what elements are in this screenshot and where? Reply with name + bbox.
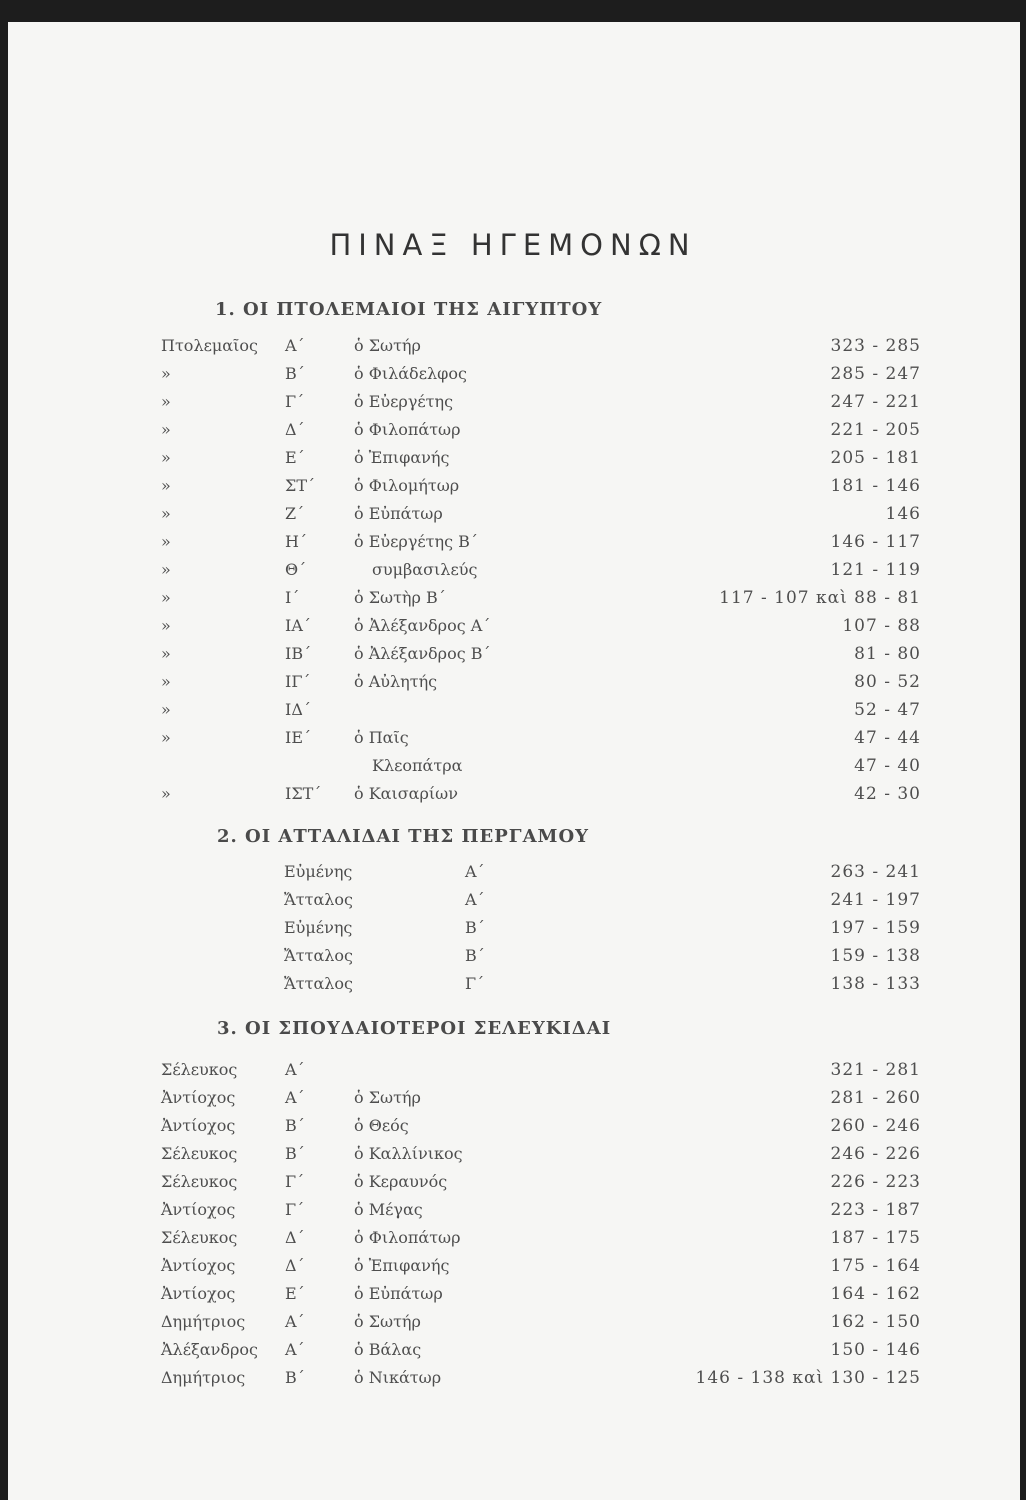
ruler-name: Εὐμένης [284, 862, 353, 881]
ruler-ordinal: ΙΕ΄ [285, 728, 311, 747]
reign-years: 247 - 221 [830, 392, 921, 412]
reign-years: 197 - 159 [830, 918, 921, 938]
table-row [0, 448, 1026, 474]
ruler-ordinal: ΣΤ΄ [285, 476, 315, 495]
reign-years: 121 - 119 [830, 560, 921, 580]
ruler-epithet: συμβασιλεύς [372, 560, 478, 579]
ruler-name: Ἀντίοχος [161, 1116, 236, 1135]
reign-years: 281 - 260 [830, 1088, 921, 1108]
ruler-name: Πτολεμαῖος [161, 336, 258, 355]
reign-years: 146 - 138 καὶ 130 - 125 [695, 1368, 921, 1388]
reign-years: 150 - 146 [830, 1340, 921, 1360]
reign-years: 42 - 30 [854, 784, 921, 804]
ruler-name: » [161, 476, 171, 495]
reign-years: 246 - 226 [830, 1144, 921, 1164]
ruler-epithet: ὁ Ἀλέξανδρος Α΄ [354, 616, 491, 635]
reign-years: 241 - 197 [830, 890, 921, 910]
section-heading-ptolemies: 1. ΟΙ ΠΤΟΛΕΜΑΙΟΙ ΤΗΣ ΑΙΓΥΠΤΟΥ [215, 299, 603, 320]
table-row [0, 1256, 1026, 1282]
ruler-ordinal: ΙΓ΄ [285, 672, 311, 691]
table-row [0, 420, 1026, 446]
table-row [0, 1228, 1026, 1254]
reign-years: 146 [885, 504, 921, 524]
ruler-epithet: ὁ Κεραυνός [354, 1172, 448, 1191]
ruler-ordinal: Ε΄ [285, 448, 305, 467]
ruler-name: Σέλευκος [161, 1228, 238, 1247]
table-row [0, 672, 1026, 698]
reign-years: 52 - 47 [854, 700, 921, 720]
ruler-name: Εὐμένης [284, 918, 353, 937]
ruler-name: » [161, 728, 171, 747]
ruler-epithet: ὁ Σωτὴρ Β΄ [354, 588, 446, 607]
ruler-name: Σέλευκος [161, 1060, 238, 1079]
table-row [0, 588, 1026, 614]
ruler-ordinal: Β΄ [285, 1368, 305, 1387]
ruler-name: Σέλευκος [161, 1172, 238, 1191]
reign-years: 117 - 107 καὶ 88 - 81 [719, 588, 921, 608]
table-row [0, 784, 1026, 810]
table-row [0, 946, 1026, 972]
ruler-ordinal: ΙΑ΄ [285, 616, 311, 635]
ruler-name: » [161, 616, 171, 635]
table-row [0, 728, 1026, 754]
table-row [0, 476, 1026, 502]
ruler-epithet: ὁ Σωτήρ [354, 1312, 421, 1331]
ruler-ordinal: Α΄ [285, 1340, 305, 1359]
reign-years: 187 - 175 [830, 1228, 921, 1248]
reign-years: 47 - 44 [854, 728, 921, 748]
reign-years: 321 - 281 [830, 1060, 921, 1080]
table-row [0, 1312, 1026, 1338]
table-row [0, 1200, 1026, 1226]
reign-years: 146 - 117 [830, 532, 921, 552]
ruler-name: » [161, 644, 171, 663]
reign-years: 81 - 80 [854, 644, 921, 664]
ruler-epithet: ὁ Θεός [354, 1116, 409, 1135]
ruler-ordinal: ΙΔ΄ [285, 700, 311, 719]
table-row [0, 392, 1026, 418]
table-row [0, 756, 1026, 782]
reign-years: 223 - 187 [830, 1200, 921, 1220]
ruler-epithet: ὁ Ἀλέξανδρος Β΄ [354, 644, 491, 663]
table-row [0, 1368, 1026, 1394]
ruler-name: » [161, 364, 171, 383]
ruler-epithet: ὁ Βάλας [354, 1340, 422, 1359]
ruler-epithet: ὁ Εὐεργέτης [354, 392, 454, 411]
reign-years: 80 - 52 [854, 672, 921, 692]
table-row [0, 1340, 1026, 1366]
reign-years: 221 - 205 [830, 420, 921, 440]
ruler-epithet: ὁ Νικάτωρ [354, 1368, 442, 1387]
table-row [0, 918, 1026, 944]
table-row [0, 560, 1026, 586]
ruler-ordinal: Β΄ [465, 918, 485, 937]
ruler-ordinal: ΙΒ΄ [285, 644, 312, 663]
ruler-epithet: ὁ Καλλίνικος [354, 1144, 463, 1163]
reign-years: 162 - 150 [830, 1312, 921, 1332]
ruler-name: » [161, 672, 171, 691]
table-row [0, 532, 1026, 558]
ruler-epithet: ὁ Φιλοπάτωρ [354, 1228, 461, 1247]
reign-years: 47 - 40 [854, 756, 921, 776]
table-row [0, 644, 1026, 670]
reign-years: 138 - 133 [830, 974, 921, 994]
ruler-epithet: ὁ Παῖς [354, 728, 409, 747]
ruler-ordinal: Ι΄ [285, 588, 300, 607]
ruler-ordinal: Β΄ [465, 946, 485, 965]
table-row [0, 890, 1026, 916]
ruler-epithet: ὁ Εὐεργέτης Β΄ [354, 532, 478, 551]
ruler-ordinal: Ζ΄ [285, 504, 305, 523]
ruler-ordinal: Α΄ [465, 862, 485, 881]
reign-years: 205 - 181 [830, 448, 921, 468]
ruler-name: » [161, 448, 171, 467]
table-row [0, 1284, 1026, 1310]
ruler-epithet: ὁ Φιλομήτωρ [354, 476, 460, 495]
ruler-ordinal: Η΄ [285, 532, 307, 551]
reign-years: 260 - 246 [830, 1116, 921, 1136]
table-row [0, 1144, 1026, 1170]
ruler-epithet: ὁ Καισαρίων [354, 784, 458, 803]
ruler-epithet: ὁ Φιλοπάτωρ [354, 420, 461, 439]
ruler-name: Δημήτριος [161, 1368, 246, 1387]
ruler-epithet: ὁ Εὐπάτωρ [354, 1284, 443, 1303]
ruler-ordinal: Δ΄ [285, 1256, 305, 1275]
table-row [0, 364, 1026, 390]
ruler-name: » [161, 700, 171, 719]
ruler-ordinal: Α΄ [285, 1312, 305, 1331]
table-row [0, 1172, 1026, 1198]
ruler-name: » [161, 784, 171, 803]
ruler-ordinal: Θ΄ [285, 560, 307, 579]
ruler-name: » [161, 392, 171, 411]
ruler-name: Ἄτταλος [284, 974, 353, 993]
ruler-ordinal: Β΄ [285, 1116, 305, 1135]
page-title: ΠΙΝΑΞ ΗΓΕΜΟΝΩΝ [329, 228, 697, 262]
ruler-name: Σέλευκος [161, 1144, 238, 1163]
reign-years: 159 - 138 [830, 946, 921, 966]
reign-years: 226 - 223 [830, 1172, 921, 1192]
ruler-epithet: ὁ Φιλάδελφος [354, 364, 467, 383]
table-row [0, 1088, 1026, 1114]
section-heading-seleucids: 3. ΟΙ ΣΠΟΥΔΑΙΟΤΕΡΟΙ ΣΕΛΕΥΚΙΔΑΙ [217, 1018, 612, 1039]
reign-years: 164 - 162 [830, 1284, 921, 1304]
reign-years: 263 - 241 [830, 862, 921, 882]
table-row [0, 336, 1026, 362]
reign-years: 323 - 285 [830, 336, 921, 356]
reign-years: 107 - 88 [842, 616, 921, 636]
ruler-ordinal: Α΄ [465, 890, 485, 909]
ruler-epithet: ὁ Ἐπιφανής [354, 1256, 450, 1275]
ruler-ordinal: Α΄ [285, 336, 305, 355]
ruler-name: » [161, 504, 171, 523]
ruler-ordinal: Δ΄ [285, 1228, 305, 1247]
table-row [0, 1060, 1026, 1086]
reign-years: 285 - 247 [830, 364, 921, 384]
ruler-epithet: ὁ Αὐλητής [354, 672, 438, 691]
ruler-name: » [161, 420, 171, 439]
ruler-ordinal: Δ΄ [285, 420, 305, 439]
ruler-ordinal: Β΄ [285, 364, 305, 383]
ruler-name: Ἀλέξανδρος [161, 1340, 258, 1359]
ruler-ordinal: Γ΄ [285, 392, 305, 411]
section-heading-attalids: 2. ΟΙ ΑΤΤΑΛΙΔΑΙ ΤΗΣ ΠΕΡΓΑΜΟΥ [217, 826, 589, 847]
ruler-name: Ἄτταλος [284, 946, 353, 965]
ruler-name: Δημήτριος [161, 1312, 246, 1331]
ruler-ordinal: ΙΣΤ΄ [285, 784, 322, 803]
table-row [0, 862, 1026, 888]
reign-years: 181 - 146 [830, 476, 921, 496]
ruler-name: Ἀντίοχος [161, 1200, 236, 1219]
ruler-ordinal: Α΄ [285, 1060, 305, 1079]
ruler-epithet: ὁ Μέγας [354, 1200, 423, 1219]
ruler-ordinal: Γ΄ [285, 1200, 305, 1219]
ruler-name: » [161, 532, 171, 551]
ruler-epithet: ὁ Ἐπιφανής [354, 448, 450, 467]
ruler-name: Ἀντίοχος [161, 1088, 236, 1107]
ruler-ordinal: Β΄ [285, 1144, 305, 1163]
ruler-ordinal: Γ΄ [465, 974, 485, 993]
ruler-name: » [161, 560, 171, 579]
ruler-name: Ἀντίοχος [161, 1256, 236, 1275]
ruler-name: Ἀντίοχος [161, 1284, 236, 1303]
ruler-ordinal: Γ΄ [285, 1172, 305, 1191]
table-row [0, 700, 1026, 726]
ruler-name: » [161, 588, 171, 607]
ruler-epithet: Κλεοπάτρα [372, 756, 463, 775]
ruler-name: Ἄτταλος [284, 890, 353, 909]
table-row [0, 1116, 1026, 1142]
ruler-ordinal: Α΄ [285, 1088, 305, 1107]
ruler-ordinal: Ε΄ [285, 1284, 305, 1303]
table-row [0, 504, 1026, 530]
ruler-epithet: ὁ Σωτήρ [354, 1088, 421, 1107]
reign-years: 175 - 164 [830, 1256, 921, 1276]
ruler-epithet: ὁ Σωτήρ [354, 336, 421, 355]
table-row [0, 974, 1026, 1000]
ruler-epithet: ὁ Εὐπάτωρ [354, 504, 443, 523]
table-row [0, 616, 1026, 642]
